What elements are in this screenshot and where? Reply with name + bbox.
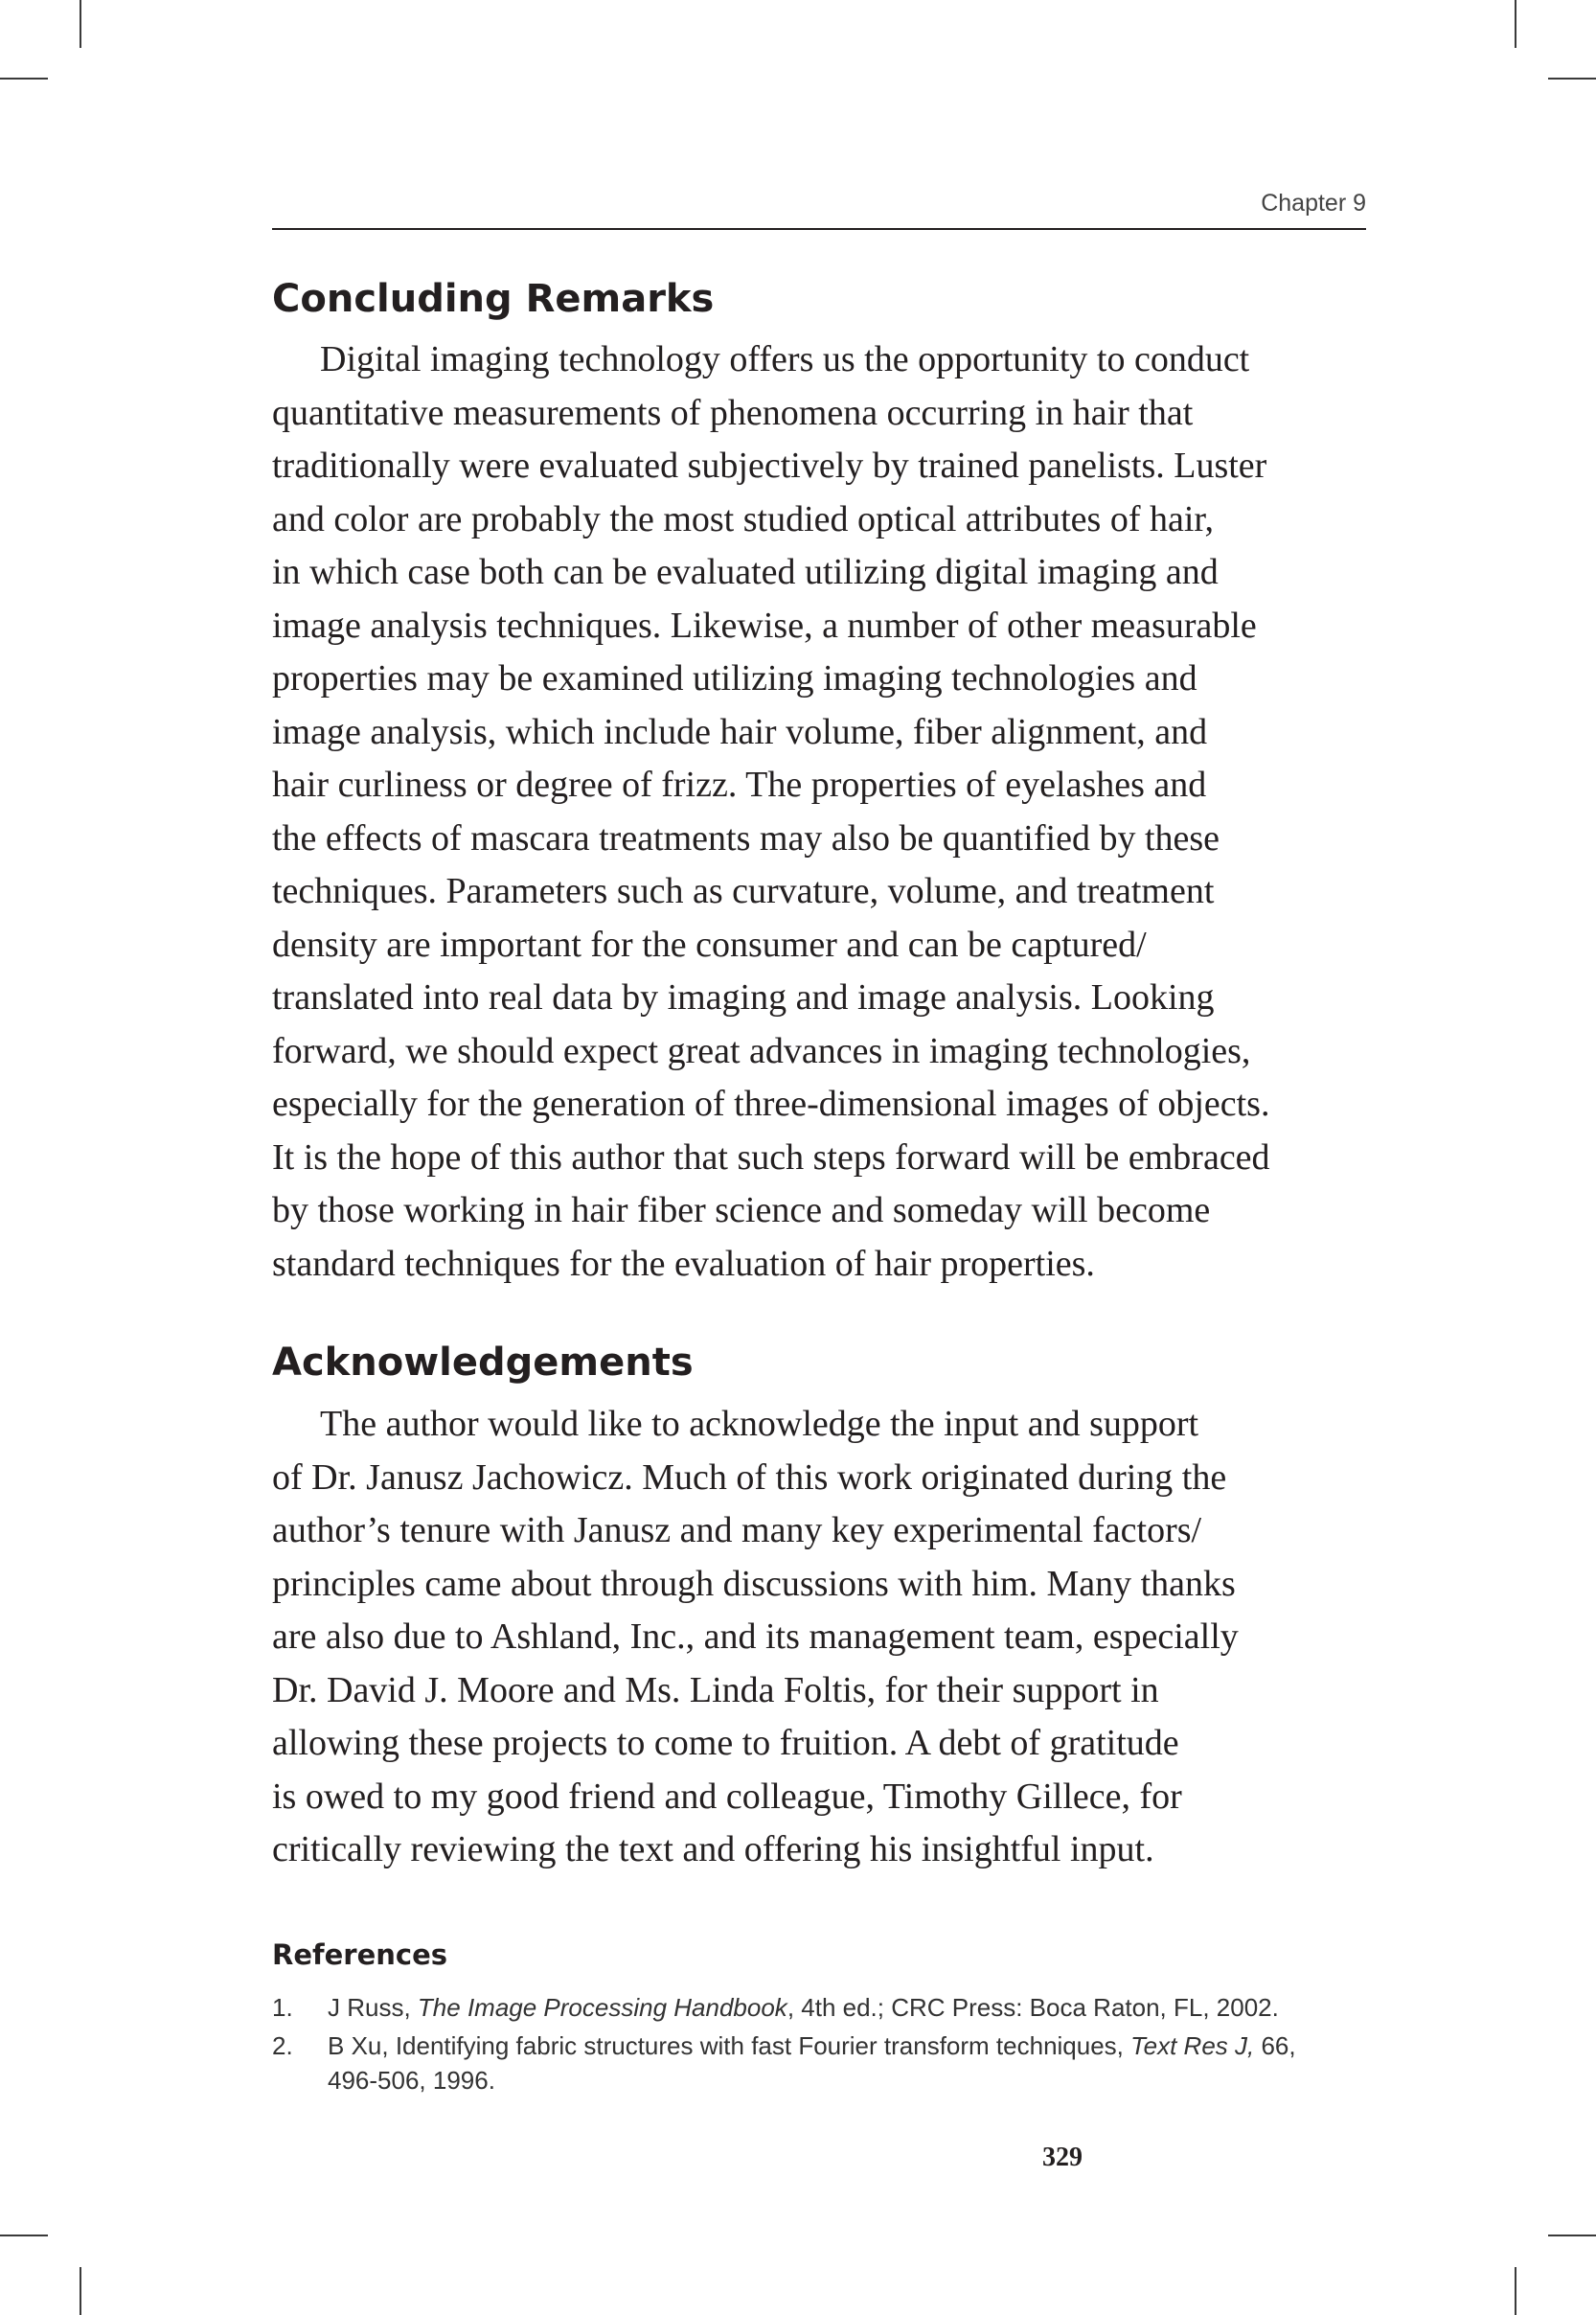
page-number: 329 (1042, 2143, 1083, 2172)
paragraph-line: translated into real data by imaging and image analysis. Looking (272, 977, 1215, 1018)
paragraph-line: author’s tenure with Janusz and many key experimental factors/ (272, 1510, 1202, 1550)
paragraph-line: image analysis, which include hair volume, fiber alignment, and (272, 711, 1208, 752)
paragraph-line: principles came about through discussions with him. Many thanks (272, 1563, 1236, 1604)
paragraph-line: image analysis techniques. Likewise, a number of other measurable (272, 605, 1257, 646)
paragraph-line: standard techniques for the evaluation of hair properties. (272, 1243, 1095, 1284)
crop-mark (80, 0, 81, 48)
reference-journal-italic: Text Res J, (1130, 2031, 1255, 2060)
reference-title-italic: The Image Processing Handbook (417, 1993, 787, 2022)
acknowledgements-paragraph (272, 1398, 1374, 1877)
paragraph-line: hair curliness or degree of frizz. The properties of eyelashes and (272, 765, 1207, 805)
references-list (272, 1990, 1366, 2101)
paragraph-line: especially for the generation of three-dimensional images of objects. (272, 1084, 1270, 1124)
paragraph-line: Dr. David J. Moore and Ms. Linda Foltis, for their support in (272, 1669, 1159, 1710)
paragraph-line: critically reviewing the text and offering his insightful input. (272, 1829, 1154, 1869)
acknowledgements-heading: Acknowledgements (272, 1341, 694, 1385)
crop-mark (0, 2235, 48, 2236)
paragraph-line: and color are probably the most studied optical attributes of hair, (272, 498, 1215, 539)
paragraph-line: is owed to my good friend and colleague, Timothy Gillece, for (272, 1776, 1182, 1817)
paragraph-line: properties may be examined utilizing imaging technologies and (272, 658, 1197, 699)
crop-mark (1515, 2267, 1516, 2315)
running-head: Chapter 9 (1261, 190, 1366, 217)
reference-item (272, 2028, 1366, 2097)
concluding-remarks-paragraph (272, 333, 1374, 1291)
crop-mark (80, 2267, 81, 2315)
reference-item (272, 1990, 1366, 2025)
concluding-remarks-heading: Concluding Remarks (272, 277, 715, 321)
paragraph-line: techniques. Parameters such as curvature, volume, and treatment (272, 871, 1215, 911)
references-heading: References (272, 1938, 448, 1971)
paragraph-line: Digital imaging technology offers us the opportunity to conduct (320, 339, 1250, 379)
reference-continuation: 496-506, 1996. (328, 2066, 495, 2095)
reference-authors: B Xu, Identifying fabric structures with fast Fourier transform techniques, (328, 2031, 1131, 2060)
crop-mark (1515, 0, 1516, 48)
reference-details: , 4th ed.; CRC Press: Boca Raton, FL, 2002. (787, 1993, 1279, 2022)
paragraph-line: traditionally were evaluated subjectively by trained panelists. Luster (272, 446, 1267, 486)
paragraph-line: forward, we should expect great advances in imaging technologies, (272, 1030, 1251, 1071)
reference-text (328, 1990, 1366, 2025)
paragraph-line: allowing these projects to come to fruition. A debt of gratitude (272, 1723, 1179, 1763)
paragraph-line: in which case both can be evaluated utilizing digital imaging and (272, 552, 1219, 592)
paragraph-line: It is the hope of this author that such steps forward will be embraced (272, 1136, 1270, 1178)
paragraph-line: density are important for the consumer and can be captured/ (272, 924, 1147, 965)
crop-mark (1548, 2235, 1596, 2236)
paragraph-line: quantitative measurements of phenomena occurring in hair that (272, 392, 1194, 433)
paragraph-line: the effects of mascara treatments may also be quantified by these (272, 817, 1220, 859)
reference-authors: J Russ, (328, 1993, 418, 2022)
reference-number: 1. (272, 1993, 293, 2022)
paragraph-line: by those working in hair fiber science and someday will become (272, 1190, 1211, 1230)
paragraph-line: of Dr. Janusz Jachowicz. Much of this work originated during the (272, 1456, 1227, 1498)
reference-number: 2. (272, 2031, 293, 2060)
reference-details: 66, (1254, 2031, 1296, 2060)
paragraph-line: The author would like to acknowledge the input and support (320, 1404, 1199, 1444)
crop-mark (0, 78, 48, 80)
crop-mark (1548, 78, 1596, 80)
reference-text (328, 2028, 1366, 2063)
paragraph-line: are also due to Ashland, Inc., and its management team, especially (272, 1616, 1239, 1657)
header-rule (272, 228, 1366, 230)
